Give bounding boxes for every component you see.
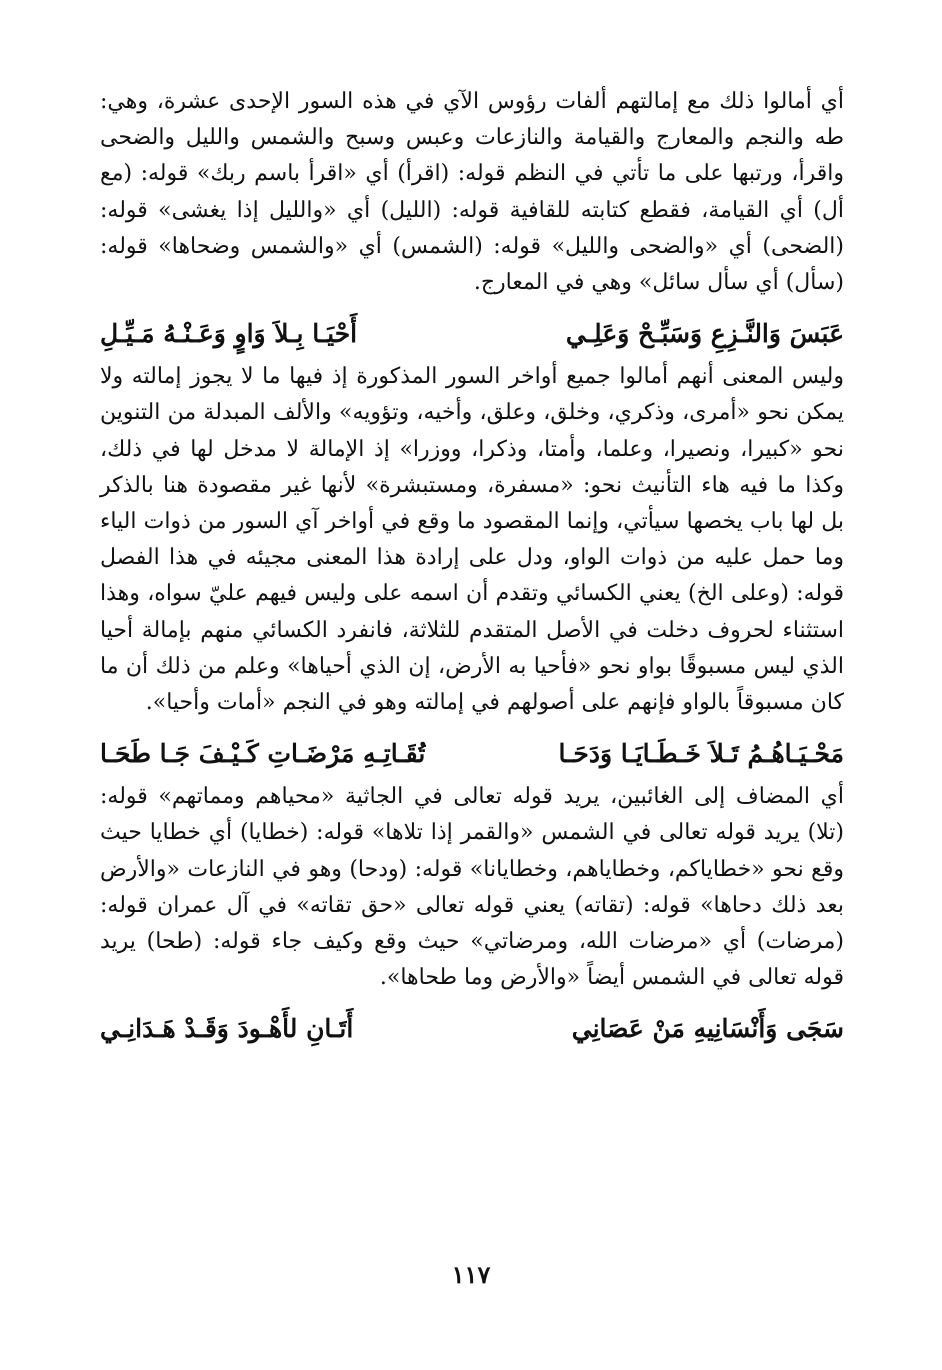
paragraph-1: أي أمالوا ذلك مع إمالتهم ألفات رؤوس الآي في هذه السور الإحدى عشرة، وهي: طه والنجم والمعارج والقيامة والنازعات وعبس وسبح والشمس والليل والضحى واقرأ، ورتبها على ما تأتي في النظم قوله: (اقرأ) أي «اقرأ باسم ربك» قوله: (مع أل) أي القيامة، فقطع كتابته للقافية قوله: (الليل) أي «والليل إذا يغشى» قوله: (الضحى) أي «والضحى والليل» قوله: (الشمس) أي «والشمس وضحاها» قوله: (سأل) أي سأل سائل» وهي في المعارج. (100, 89, 844, 296)
page-content (100, 84, 844, 1054)
verse-2-second-hemistich: تُقَـاتِـهِ مَرْضَـاتِ كَـيْـفَ جَـا طَحَـا (100, 739, 426, 769)
paragraph-2: وليس المعنى أنهم أمالوا جميع أواخر السور المذكورة إذ فيها ما لا يجوز إمالته ولا يمكن نحو «أمرى، وذكري، وخلق، وعلق، وأخيه، وتؤويه» والألف المبدلة من التنوين نحو «كبيرا، ونصيرا، وعلما، وأمتا، وذكرا، ووزرا» إذ الإمالة لا مدخل لها في ذلك، وكذا ما فيه هاء التأنيث نحو: «مسفرة، ومستبشرة» لأنها غير مقصودة هنا بالذكر بل لها باب يخصها سيأتي، وإنما المقصود ما وقع في أواخر آي السور من ذوات الياء وما حمل عليه من ذوات الواو، ودل على إرادة هذا المعنى مجيئه في هذا الفصل قوله: (وعلى الخ) يعني الكسائي وتقدم أن اسمه على وليس فيهم عليّ سواه، وهذا استثناء لحروف دخلت في الأصل المتقدم للثلاثة، فانفرد الكسائي منهم بإمالة أحيا الذي ليس مسبوقًا بواو نحو «فأحيا به الأرض، إن الذي أحياها» وعلم من ذلك أن ما كان مسبوقاً بالواو فإنهم على أصولهم في إمالته وهو في النجم «أمات وأحيا». (100, 364, 844, 716)
page-number: ١١٧ (451, 1260, 491, 1289)
paragraph-3: أي المضاف إلى الغائبين، يريد قوله تعالى في الجاثية «محياهم ومماتهم» قوله: (تلا) يريد قوله تعالى في الشمس «والقمر إذا تلاها» قوله: (خطايا) أي خطايا حيث وقع نحو «خطاياكم، وخطاياهم، وخطايانا» قوله: (ودحا) وهو في النازعات «والأرض بعد ذلك دحاها» قوله: (تقاته) يعني قوله تعالى «حق تقاته» في آل عمران قوله: (مرضات) أي «مرضات الله، ومرضاتي» حيث وقع وكيف جاء قوله: (طحا) يريد قوله تعالى في الشمس أيضاً «والأرض وما طحاها». (100, 784, 844, 991)
verse-line-3 (100, 1010, 844, 1048)
verse-1-first-hemistich: عَبَسَ وَالنَّـزِعِ وَسَبِّـحْ وَعَلِـي (565, 319, 844, 349)
verse-2-first-hemistich: مَحْـيَـاهُـمُ تَـلاَ خَـطَـايَـا وَدَحَـا (558, 739, 844, 769)
verse-line-1 (100, 315, 844, 353)
verse-3-first-hemistich: سَجَى وَأَنْسَانِيهِ مَنْ عَصَانِي (571, 1014, 844, 1044)
verse-line-2 (100, 735, 844, 773)
verse-1-second-hemistich: أَحْيَـا بِـلاَ وَاوٍ وَعَـنْـهُ مَـيِّـلِ (100, 319, 358, 349)
verse-3-second-hemistich: أَتَـانِ لأَهْـودَ وَقَـدْ هَـدَانِـي (100, 1014, 354, 1044)
